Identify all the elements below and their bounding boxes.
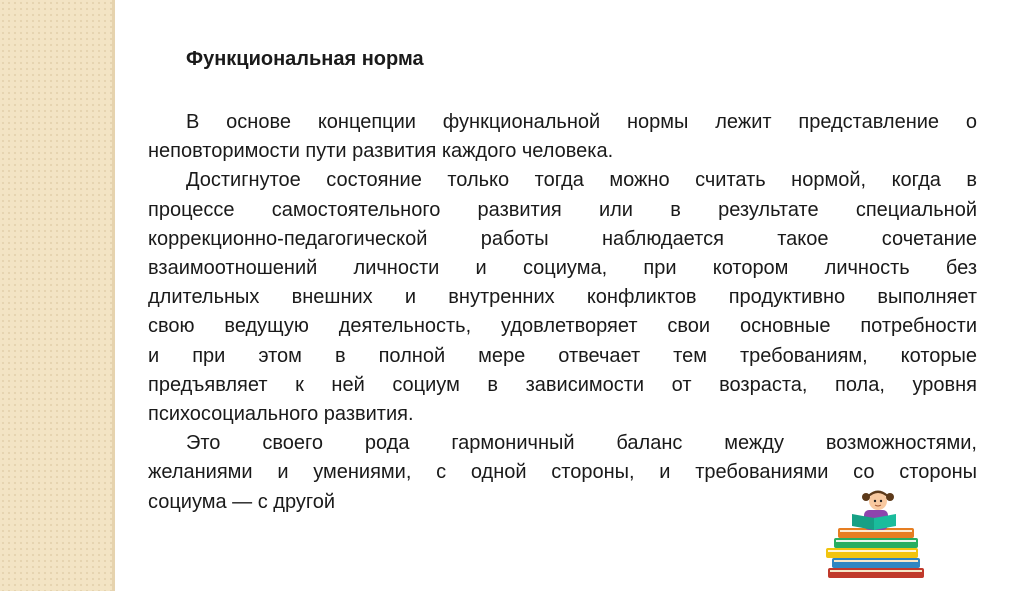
text-line: свою ведущую деятельность, удовлетворяет свои основные потребности: [148, 315, 977, 338]
text-line: предъявляет к ней социум в зависимости от возраста, пола, уровня: [148, 373, 977, 396]
text-line: коррекционно-педагогической работы наблюдается такое сочетание: [148, 227, 977, 250]
text-line: процессе самостоятельного развития или в результате специальной: [148, 198, 977, 221]
text-line: желаниями и умениями, с одной стороны, и требованиями со стороны: [148, 461, 977, 484]
child-reading-on-books-stack-icon: [822, 488, 932, 584]
slide-title: Функциональная норма: [186, 48, 424, 70]
slide-body: [148, 108, 977, 517]
side-strip-border: [112, 0, 115, 591]
text-line: В основе концепции функциональной нормы лежит представление о: [186, 111, 977, 133]
paragraph-1: [148, 108, 977, 166]
text-line: Это своего рода гармоничный баланс между возможностями,: [186, 432, 977, 455]
text-line: социума — с другой: [148, 490, 336, 513]
text-line: психосоциального развития.: [148, 403, 414, 426]
text-line: неповторимости пути развития каждого человека.: [148, 140, 614, 163]
text-line: длительных внешних и внутренних конфликтов продуктивно выполняет: [148, 286, 977, 309]
text-line: Достигнутое состояние только тогда можно считать нормой, когда в: [186, 169, 977, 192]
text-line: взаимоотношений личности и социума, при котором личность без: [148, 257, 977, 280]
text-line: и при этом в полной мере отвечает тем требованиям, которые: [148, 344, 977, 367]
paragraph-2: [148, 166, 977, 429]
decorative-side-strip: [0, 0, 112, 591]
